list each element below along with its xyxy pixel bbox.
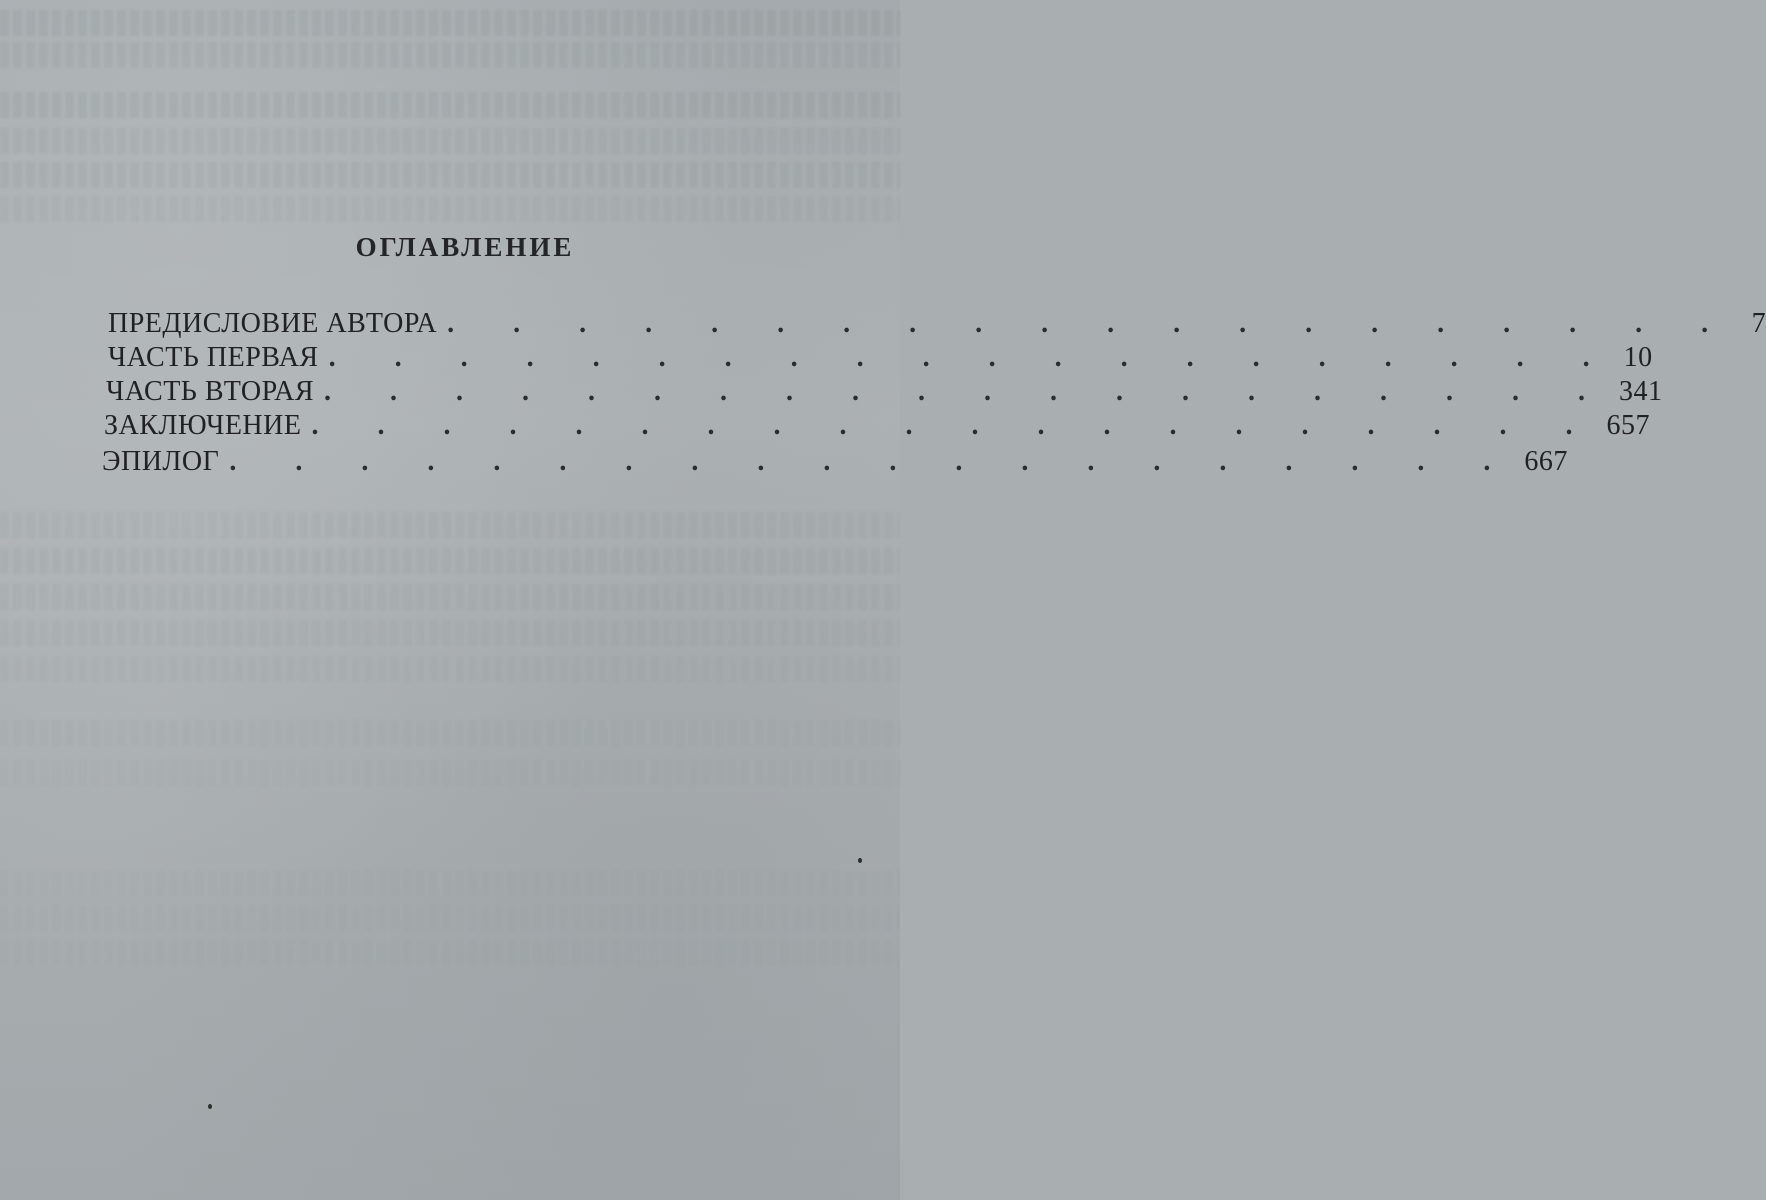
toc-entry-label: ЧАСТЬ ВТОРАЯ xyxy=(106,376,315,407)
dot-leader: . . . . . . . . . . . . . . . . . . . . xyxy=(328,342,1616,373)
toc-entry-page: 667 xyxy=(1524,446,1568,477)
bleed-through-line xyxy=(0,196,900,222)
toc-entry-label: ПРЕДИСЛОВИЕ АВТОРА xyxy=(108,308,438,339)
dot-leader: . . . . . . . . . . . . . . . . . . . . xyxy=(447,308,1735,339)
toc-entry-label: ЗАКЛЮЧЕНИЕ xyxy=(104,410,302,441)
toc-entry-label: ЧАСТЬ ПЕРВАЯ xyxy=(108,342,319,373)
bleed-through-line xyxy=(0,512,900,538)
toc-entry-page: 7 xyxy=(1751,308,1766,339)
bleed-through-line xyxy=(0,940,900,966)
toc-entry-page: 657 xyxy=(1606,410,1650,441)
bleed-through-line xyxy=(0,42,900,68)
toc-title: ОГЛАВЛЕНИЕ xyxy=(355,232,575,262)
dot-leader: . . . . . . . . . . . . . . . . . . . . xyxy=(324,376,1612,407)
bleed-through-line xyxy=(0,584,900,610)
bleed-through-line xyxy=(0,92,900,118)
bleed-through-line xyxy=(0,720,900,746)
toc-entry xyxy=(104,410,1650,450)
bleed-through-line xyxy=(0,548,900,574)
dot-leader: . . . . . . . . . . . . . . . . . . . . xyxy=(311,410,1599,441)
bleed-through-line xyxy=(0,656,900,682)
bleed-through-line xyxy=(0,870,900,896)
toc-entry-page: 10 xyxy=(1623,342,1653,373)
ink-speck xyxy=(858,858,862,863)
bleed-through-line xyxy=(0,905,900,931)
toc-entry xyxy=(102,446,1568,486)
bleed-through-line xyxy=(0,10,900,36)
toc-entry-label: ЭПИЛОГ xyxy=(102,446,220,477)
ink-speck xyxy=(208,1104,212,1109)
toc-entry-page: 341 xyxy=(1619,376,1663,407)
bleed-through-line xyxy=(0,620,900,646)
bleed-through-line xyxy=(0,760,900,786)
dot-leader: . . . . . . . . . . . . . . . . . . . . xyxy=(229,446,1517,477)
bleed-through-line xyxy=(0,128,900,154)
bleed-through-line xyxy=(0,162,900,188)
